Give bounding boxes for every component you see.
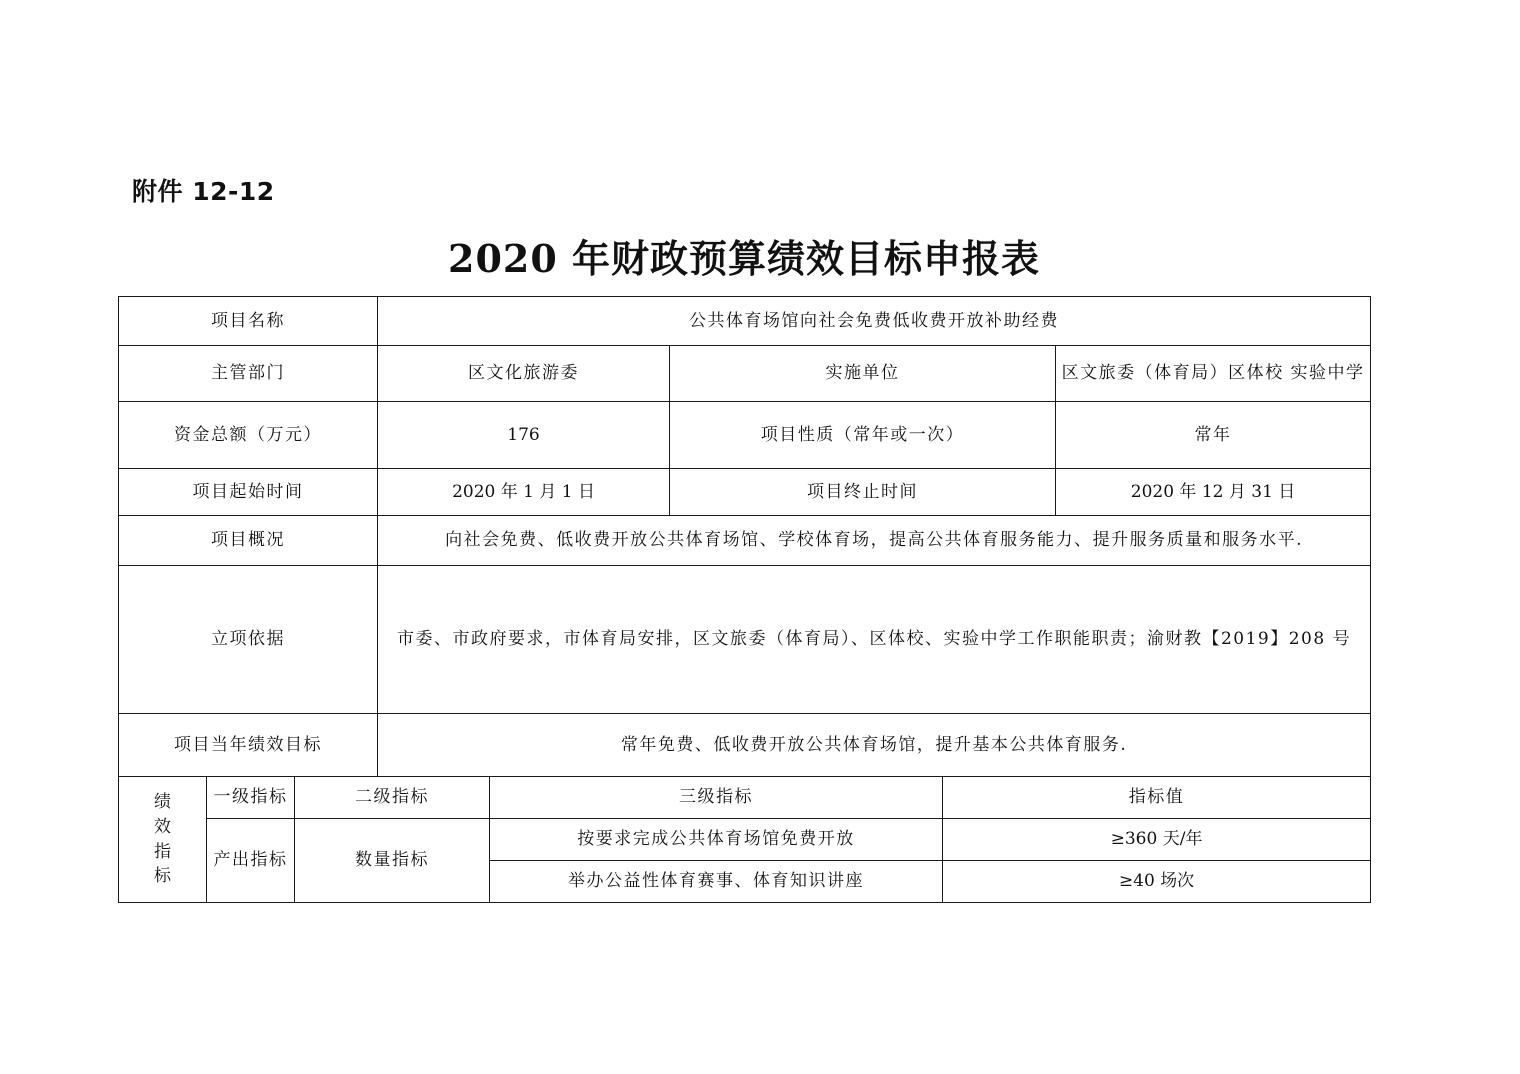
implementing-unit-value: 区文旅委（体育局）区体校 实验中学	[1056, 346, 1371, 402]
basis-value: 市委、市政府要求，市体育局安排，区文旅委（体育局）、区体校、实验中学工作职能职责；渝财教【2019】208 号	[378, 566, 1371, 714]
goal-label: 项目当年绩效目标	[119, 714, 378, 777]
start-date-label: 项目起始时间	[119, 469, 378, 516]
indicator-header-row	[119, 777, 1371, 819]
project-nature-value: 常年	[1056, 402, 1371, 469]
project-nature-label: 项目性质（常年或一次）	[670, 402, 1056, 469]
start-date-value: 2020 年 1 月 1 日	[378, 469, 670, 516]
basis-row	[119, 566, 1371, 714]
overview-value: 向社会免费、低收费开放公共体育场馆、学校体育场，提高公共体育服务能力、提升服务质量和服务水平.	[378, 516, 1371, 566]
end-date-label: 项目终止时间	[670, 469, 1056, 516]
indicator-value: ≥360 天/年	[943, 819, 1371, 861]
department-value: 区文化旅游委	[378, 346, 670, 402]
level1-header: 一级指标	[207, 777, 295, 819]
level3-header: 三级指标	[490, 777, 943, 819]
overview-label: 项目概况	[119, 516, 378, 566]
indicator-value-header: 指标值	[943, 777, 1371, 819]
dates-row	[119, 469, 1371, 516]
end-date-value: 2020 年 12 月 31 日	[1056, 469, 1371, 516]
indicator-row	[119, 819, 1371, 861]
implementing-unit-label: 实施单位	[670, 346, 1056, 402]
indicator-section-cell	[119, 777, 207, 903]
project-name-value: 公共体育场馆向社会免费低收费开放补助经费	[378, 297, 1371, 346]
basis-label: 立项依据	[119, 566, 378, 714]
total-funding-value: 176	[378, 402, 670, 469]
department-row	[119, 346, 1371, 402]
goal-row	[119, 714, 1371, 777]
level3-item: 按要求完成公共体育场馆免费开放	[490, 819, 943, 861]
performance-target-form	[118, 296, 1371, 903]
overview-row	[119, 516, 1371, 566]
goal-value: 常年免费、低收费开放公共体育场馆，提升基本公共体育服务.	[378, 714, 1371, 777]
funding-row	[119, 402, 1371, 469]
indicator-section-label: 绩效指标	[153, 792, 171, 887]
level2-header: 二级指标	[295, 777, 490, 819]
level3-item: 举办公益性体育赛事、体育知识讲座	[490, 861, 943, 903]
level2-value: 数量指标	[295, 819, 490, 903]
document-title: 2020 年财政预算绩效目标申报表	[448, 236, 1040, 281]
attachment-label: 附件 12-12	[132, 177, 275, 206]
project-name-row	[119, 297, 1371, 346]
project-name-label: 项目名称	[119, 297, 378, 346]
department-label: 主管部门	[119, 346, 378, 402]
total-funding-label: 资金总额（万元）	[119, 402, 378, 469]
level1-value: 产出指标	[207, 819, 295, 903]
indicator-value: ≥40 场次	[943, 861, 1371, 903]
